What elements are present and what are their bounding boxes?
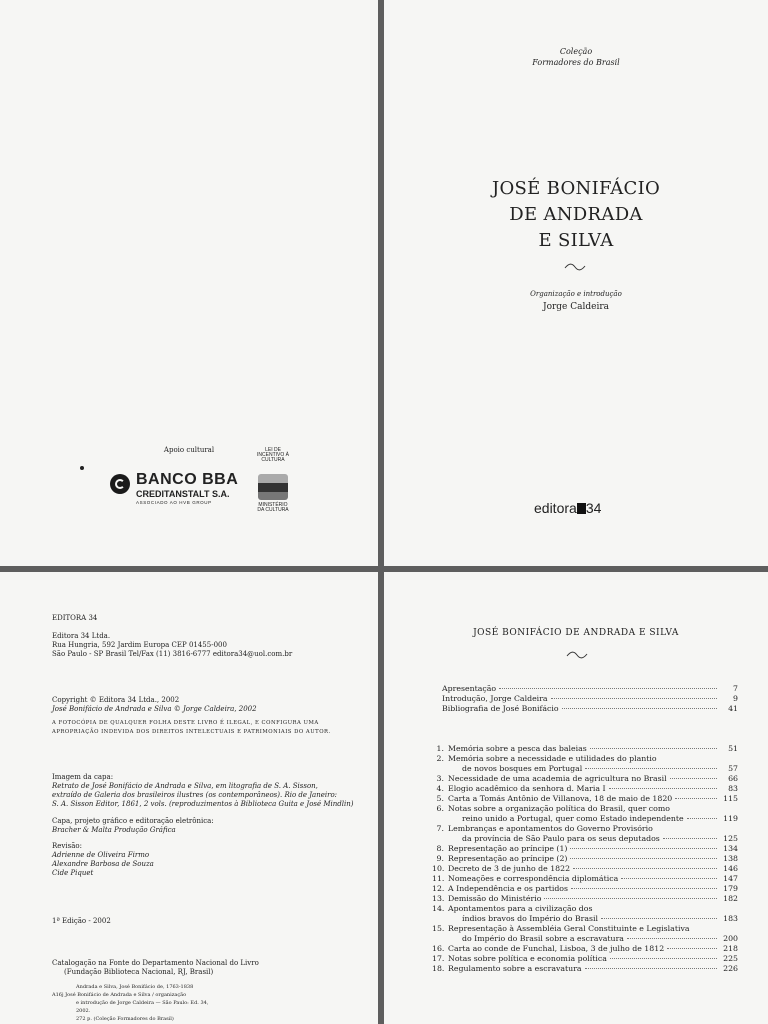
flag-logo-icon xyxy=(258,474,288,500)
toc-text: Lembranças e apontamentos do Governo Provisório xyxy=(448,824,653,833)
author-name: Jorge Caldeira xyxy=(542,302,610,312)
publisher-address: Rua Hungria, 592 Jardim Europa CEP 01455-000 xyxy=(52,641,227,649)
toc-page: 57 xyxy=(728,764,738,773)
chapter-list xyxy=(432,744,738,974)
catalog-entry-3: e introdução de Jorge Caldeira — São Paulo: Ed. 34, xyxy=(76,1000,209,1006)
toc-row[interactable] xyxy=(432,754,738,764)
toc-number: 15. xyxy=(432,924,445,933)
toc-text: Apresentação xyxy=(442,684,497,693)
toc-row[interactable] xyxy=(432,874,738,884)
organization-label: Organização e introdução xyxy=(530,290,622,298)
dot-leader xyxy=(610,958,717,959)
toc-text: Decreto de 3 de junho de 1822 xyxy=(448,864,571,873)
toc-page: 119 xyxy=(723,814,738,823)
dot-leader xyxy=(590,748,717,749)
toc-text: Memória sobre a necessidade e utilidades do plantio xyxy=(448,754,657,763)
bank-association: ASSOCIADO AO HVB GROUP xyxy=(136,500,212,505)
toc-text: reino unido a Portugal, quer como Estado independente xyxy=(462,814,684,823)
toc-text: Notas sobre a organização política do Brasil, quer como xyxy=(448,804,670,813)
toc-page: 200 xyxy=(723,934,738,943)
revisor-3: Cide Piquet xyxy=(52,869,94,877)
publisher-number: 34 xyxy=(585,500,602,516)
publisher-block-icon xyxy=(577,503,586,514)
toc-number: 6. xyxy=(436,804,444,813)
dot-leader xyxy=(573,868,717,869)
legal-notice-1: A FOTOCÓPIA DE QUALQUER FOLHA DESTE LIVRO É ILEGAL, E CONFIGURA UMA xyxy=(52,720,319,726)
dot-leader xyxy=(544,898,717,899)
toc-page: 225 xyxy=(723,954,738,963)
collection-label xyxy=(384,46,768,68)
toc-text: Necessidade de uma academia de agricultura no Brasil xyxy=(448,774,667,783)
dot-leader xyxy=(670,778,717,779)
copyright-line: Copyright © Editora 34 Ltda., 2002 xyxy=(52,696,180,704)
contents-page xyxy=(384,572,768,1024)
toc-page: 138 xyxy=(723,854,738,863)
toc-number: 17. xyxy=(432,954,445,963)
toc-number: 1. xyxy=(436,744,444,753)
collection-line-1: Coleção xyxy=(559,47,593,56)
toc-number: 13. xyxy=(432,894,445,903)
dot-leader xyxy=(562,708,717,709)
catalog-entry-4: 2002. xyxy=(76,1008,91,1014)
toc-page: 9 xyxy=(733,694,738,703)
sponsor-page xyxy=(0,0,378,566)
catalog-line-2: (Fundação Biblioteca Nacional, RJ, Brasil) xyxy=(64,968,214,976)
toc-text: Elogio acadêmico da senhora d. Maria I xyxy=(448,784,606,793)
toc-text: Representação à Assembléia Geral Constituinte e Legislativa xyxy=(448,924,690,933)
ornament-swash-icon xyxy=(564,263,586,271)
toc-text: Demissão do Ministério xyxy=(448,894,542,903)
toc-text: Memória sobre a pesca das baleias xyxy=(448,744,587,753)
front-matter-list xyxy=(442,684,738,714)
toc-text: Representação ao príncipe (2) xyxy=(448,854,568,863)
dot-leader xyxy=(667,948,717,949)
copyright-author-line: José Bonifácio de Andrada e Silva © Jorge Caldeira, 2002 xyxy=(52,705,257,713)
toc-page: 125 xyxy=(723,834,738,843)
toc-text: Carta a Tomás Antônio de Villanova, 18 de maio de 1820 xyxy=(448,794,673,803)
toc-text: Regulamento sobre a escravatura xyxy=(448,964,582,973)
toc-row[interactable] xyxy=(432,904,738,914)
publisher-name: editora xyxy=(534,500,577,516)
toc-text: da província de São Paulo para os seus deputados xyxy=(462,834,660,843)
toc-row[interactable] xyxy=(432,844,738,854)
toc-row[interactable] xyxy=(432,954,738,964)
cover-credit-1: Retrato de José Bonifácio de Andrada e Silva, em litografia de S. A. Sisson, xyxy=(52,782,318,790)
catalog-line-1: Catalogação na Fonte do Departamento Nacional do Livro xyxy=(52,959,259,967)
dot-leader xyxy=(570,848,717,849)
toc-row[interactable] xyxy=(432,944,738,954)
dot-leader xyxy=(675,798,717,799)
lei-incentivo-label: LEI DE INCENTIVO À CULTURA xyxy=(257,447,289,463)
dot-leader xyxy=(621,878,717,879)
dot-leader xyxy=(663,838,717,839)
toc-row-continued[interactable] xyxy=(432,834,738,844)
toc-row[interactable] xyxy=(432,894,738,904)
dot-leader xyxy=(601,918,717,919)
collection-line-2: Formadores do Brasil xyxy=(532,58,620,67)
toc-number: 8. xyxy=(436,844,444,853)
toc-number: 18. xyxy=(432,964,445,973)
catalog-entry-2: A16j José Bonifácio de Andrada e Silva / organização xyxy=(52,992,187,998)
toc-page: 115 xyxy=(723,794,738,803)
publisher-company: Editora 34 Ltda. xyxy=(52,632,111,640)
toc-text: índios bravos do Império do Brasil xyxy=(462,914,599,923)
toc-page: 179 xyxy=(723,884,738,893)
toc-text: de novos bosques em Portugal xyxy=(462,764,583,773)
toc-page: 218 xyxy=(723,944,738,953)
toc-number: 12. xyxy=(432,884,445,893)
dot-leader xyxy=(585,968,717,969)
dot-leader xyxy=(627,938,717,939)
toc-page: 66 xyxy=(728,774,738,783)
toc-row[interactable] xyxy=(432,864,738,874)
toc-row[interactable] xyxy=(432,784,738,794)
book-title xyxy=(384,176,768,254)
toc-number: 7. xyxy=(436,824,444,833)
revisor-1: Adrienne de Oliveira Firmo xyxy=(52,851,150,859)
bullet-mark-icon xyxy=(80,466,84,470)
title-line-3: E SILVA xyxy=(538,230,614,251)
toc-row-continued[interactable] xyxy=(432,814,738,824)
cover-image-label: Imagem da capa: xyxy=(52,773,114,781)
toc-row-continued[interactable] xyxy=(432,914,738,924)
toc-text: Notas sobre política e economia política xyxy=(448,954,607,963)
ornament-swash-icon xyxy=(566,651,588,659)
toc-row[interactable] xyxy=(432,774,738,784)
toc-text: A Independência e os partidos xyxy=(448,884,569,893)
dot-leader xyxy=(571,888,717,889)
catalog-entry-5: 272 p. (Coleção Formadores do Brasil) xyxy=(76,1016,174,1022)
toc-page: 83 xyxy=(728,784,738,793)
revisor-2: Alexandre Barbosa de Souza xyxy=(52,860,154,868)
revision-label: Revisão: xyxy=(52,842,82,850)
toc-number: 4. xyxy=(436,784,444,793)
toc-text: do Império do Brasil sobre a escravatura xyxy=(462,934,624,943)
bank-subtitle: CREDITANSTALT S.A. xyxy=(136,489,230,499)
dot-leader xyxy=(687,818,717,819)
publisher-logo xyxy=(534,500,601,516)
bank-logo-icon xyxy=(110,474,130,494)
toc-row[interactable] xyxy=(432,824,738,834)
cover-credit-3: S. A. Sisson Editor, 1861, 2 vols. (reproduzimentos à Biblioteca Guita e José Mindlin) xyxy=(52,800,354,808)
toc-number: 10. xyxy=(432,864,445,873)
toc-number: 2. xyxy=(436,754,444,763)
toc-row[interactable] xyxy=(432,924,738,934)
toc-text: Introdução, Jorge Caldeira xyxy=(442,694,548,703)
toc-page: 7 xyxy=(733,684,738,693)
apoio-cultural-label: Apoio cultural xyxy=(163,446,215,454)
toc-row[interactable] xyxy=(432,804,738,814)
toc-number: 14. xyxy=(432,904,445,913)
design-label: Capa, projeto gráfico e editoração eletrônica: xyxy=(52,817,214,825)
toc-page: 134 xyxy=(723,844,738,853)
catalog-entry-1: Andrada e Silva, José Bonifácio de, 1763-1838 xyxy=(76,984,194,990)
dot-leader xyxy=(551,698,717,699)
title-line-2: DE ANDRADA xyxy=(509,204,643,225)
dot-leader xyxy=(609,788,717,789)
cover-credit-2: extraído de Galeria dos brasileiros ilustres (os contemporâneos). Rio de Janeiro: xyxy=(52,791,338,799)
toc-text: Carta ao conde de Funchal, Lisboa, 3 de julho de 1812 xyxy=(448,944,665,953)
toc-row[interactable] xyxy=(432,884,738,894)
toc-text: Apontamentos para a civilização dos xyxy=(448,904,593,913)
toc-page: 146 xyxy=(723,864,738,873)
toc-page: 41 xyxy=(728,704,738,713)
toc-text: Bibliografia de José Bonifácio xyxy=(442,704,559,713)
toc-page: 51 xyxy=(728,744,738,753)
title-page xyxy=(384,0,768,566)
ministerio-label: MINISTÉRIO DA CULTURA xyxy=(257,502,289,513)
toc-number: 3. xyxy=(436,774,444,783)
dot-leader xyxy=(585,768,717,769)
toc-row[interactable] xyxy=(432,794,738,804)
copyright-page xyxy=(0,572,378,1024)
toc-number: 9. xyxy=(436,854,444,863)
toc-page: 147 xyxy=(723,874,738,883)
toc-row[interactable] xyxy=(432,964,738,974)
design-credit: Bracher & Malta Produção Gráfica xyxy=(52,826,176,834)
toc-number: 16. xyxy=(432,944,445,953)
toc-page: 182 xyxy=(723,894,738,903)
dot-leader xyxy=(570,858,717,859)
publisher-heading: EDITORA 34 xyxy=(52,614,98,622)
bank-name: BANCO BBA xyxy=(136,471,239,488)
contents-title: JOSÉ BONIFÁCIO DE ANDRADA E SILVA xyxy=(473,628,679,638)
toc-number: 11. xyxy=(432,874,445,883)
toc-row-continued[interactable] xyxy=(432,764,738,774)
toc-row-continued[interactable] xyxy=(432,934,738,944)
toc-text: Nomeações e correspondência diplomática xyxy=(448,874,619,883)
toc-row[interactable] xyxy=(442,704,738,714)
toc-row[interactable] xyxy=(432,854,738,864)
toc-row[interactable] xyxy=(442,694,738,704)
title-line-1: JOSÉ BONIFÁCIO xyxy=(491,178,661,199)
dot-leader xyxy=(499,688,717,689)
legal-notice-2: APROPRIAÇÃO INDEVIDA DOS DIREITOS INTELECTUAIS E PATRIMONIAIS DO AUTOR. xyxy=(52,729,331,735)
publisher-contact: São Paulo - SP Brasil Tel/Fax (11) 3816-6777 editora34@uol.com.br xyxy=(52,650,293,658)
toc-row[interactable] xyxy=(442,684,738,694)
edition-line: 1ª Edição - 2002 xyxy=(52,917,111,925)
toc-number: 5. xyxy=(436,794,444,803)
toc-text: Representação ao príncipe (1) xyxy=(448,844,568,853)
toc-row[interactable] xyxy=(432,744,738,754)
toc-page: 226 xyxy=(723,964,738,973)
toc-page: 183 xyxy=(723,914,738,923)
